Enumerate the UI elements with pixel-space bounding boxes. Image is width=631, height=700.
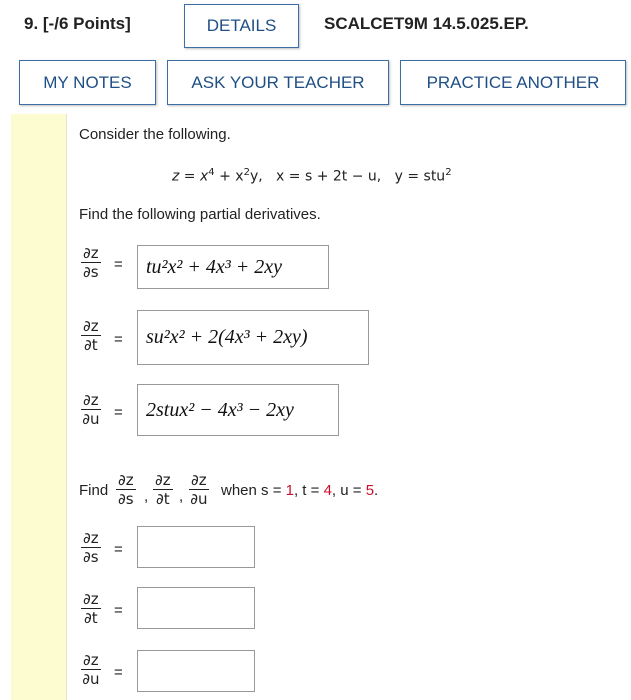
course-code: SCALCET9M 14.5.025.EP. xyxy=(324,14,529,33)
equals-sign: = xyxy=(114,256,123,273)
fraction-dz-du-inline xyxy=(189,472,209,508)
details-button[interactable]: DETAILS xyxy=(184,4,299,48)
ask-teacher-button[interactable]: ASK YOUR TEACHER xyxy=(167,60,389,105)
answer-input-dz-dt[interactable] xyxy=(137,587,255,629)
numerator: ∂z xyxy=(83,590,99,608)
fraction-dz-ds-eval xyxy=(81,530,101,566)
answer-dz-du[interactable]: 2stux² − 4x³ − 2xy xyxy=(137,384,339,436)
exp-4: 4 xyxy=(208,167,215,178)
denominator: ∂u xyxy=(82,410,100,428)
question-number: 9. [-/6 Points] xyxy=(24,14,131,33)
z-equation: z = x xyxy=(172,168,209,185)
equals-sign: = xyxy=(114,331,123,348)
fraction-dz-du-eval xyxy=(81,652,101,688)
exp-2b: 2 xyxy=(445,167,452,178)
fraction-dz-dt xyxy=(81,318,101,354)
practice-another-button[interactable]: PRACTICE ANOTHER xyxy=(400,60,626,105)
y-term: y, xyxy=(249,168,263,185)
x-equation: x = s + 2t − u, xyxy=(276,168,382,185)
y-equation: y = stu xyxy=(394,168,446,185)
when-text: when s = 1, t = 4, u = 5. xyxy=(221,482,379,499)
equals-sign: = xyxy=(114,664,123,681)
denominator: ∂t xyxy=(84,336,98,354)
denominator: ∂s xyxy=(118,490,134,508)
answer-input-dz-du[interactable] xyxy=(137,650,255,692)
plus-term: + x xyxy=(219,168,244,185)
numerator: ∂z xyxy=(83,391,99,409)
answer-dz-ds[interactable]: tu²x² + 4x³ + 2xy xyxy=(137,245,329,289)
numerator: ∂z xyxy=(83,529,99,547)
fraction-dz-dt-eval xyxy=(81,591,101,627)
fraction-dz-du xyxy=(81,392,101,428)
fraction-dz-dt-inline xyxy=(153,472,173,508)
fraction-dz-ds xyxy=(81,245,101,281)
when-condition xyxy=(221,482,378,499)
question-header xyxy=(0,0,631,114)
margin-strip xyxy=(11,114,66,700)
denominator: ∂u xyxy=(190,490,208,508)
numerator: ∂z xyxy=(155,471,171,489)
my-notes-button[interactable]: MY NOTES xyxy=(19,60,156,105)
equals-sign: = xyxy=(114,602,123,619)
numerator: ∂z xyxy=(83,317,99,335)
denominator: ∂t xyxy=(84,609,98,627)
find-label: Find xyxy=(79,482,109,499)
numerator: ∂z xyxy=(83,651,99,669)
equals-sign: = xyxy=(114,541,123,558)
denominator: ∂u xyxy=(82,670,100,688)
answer-input-dz-ds[interactable] xyxy=(137,526,255,568)
intro-text: Consider the following. xyxy=(79,126,231,143)
given-equations xyxy=(172,167,452,185)
denominator: ∂t xyxy=(156,490,170,508)
numerator: ∂z xyxy=(191,471,207,489)
exp-2: 2 xyxy=(243,167,250,178)
numerator: ∂z xyxy=(118,471,134,489)
equals-sign: = xyxy=(114,404,123,421)
denominator: ∂s xyxy=(83,548,99,566)
answer-dz-dt[interactable]: su²x² + 2(4x³ + 2xy) xyxy=(137,310,369,365)
find-partials-text: Find the following partial derivatives. xyxy=(79,206,321,223)
numerator: ∂z xyxy=(83,244,99,262)
denominator: ∂s xyxy=(83,263,99,281)
fraction-dz-ds-inline xyxy=(116,472,136,508)
